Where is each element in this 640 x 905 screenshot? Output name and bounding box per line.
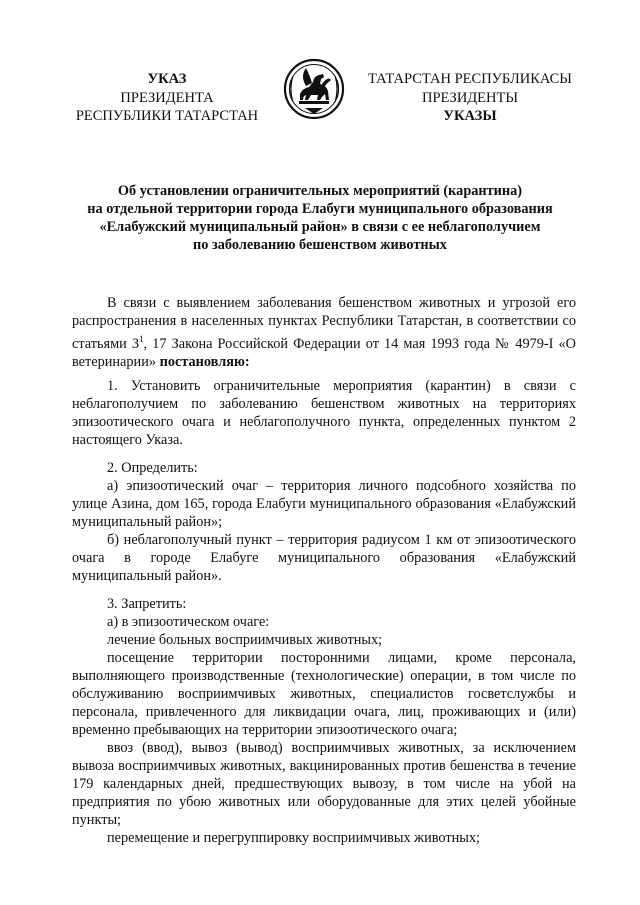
item-3-p3: ввоз (ввод), вывоз (вывод) восприимчивых животных, за исключением вывоза восприимчивых животных, вакцинированных против бешенства в течение 179 календарных дней, предшествующих вывозу, в том числе на убой на предприятия по убою животных или оборудованные для этих целей убойные пункты; (72, 740, 576, 828)
preamble-text-cont: , 17 Закона Российской Федерации от 14 мая 1993 года № 4979-I «О ветеринарии» (72, 335, 576, 370)
coat-of-arms-icon (283, 56, 345, 124)
item-2-b: б) неблагополучный пункт – территория радиусом 1 км от эпизоотического очага в городе Елабуге муниципального образования «Елабужский муниципальный район». (72, 532, 576, 584)
article-superscript: 1 (139, 334, 144, 344)
title-line: по заболеванию бешенством животных (193, 237, 447, 253)
item-3-a: а) в эпизоотическом очаге: (107, 614, 270, 630)
header-left-decree: УКАЗ (147, 71, 187, 87)
header-left-republic: РЕСПУБЛИКИ ТАТАРСТАН (75, 108, 259, 124)
header-right-block (360, 70, 580, 126)
decree-word: постановляю: (159, 353, 250, 370)
header-left-president: ПРЕЗИДЕНТА (120, 89, 214, 106)
title-line: «Елабужский муниципальный район» в связи с ее неблагополучием (99, 219, 541, 235)
header-right-republic: ТАТАРСТАН РЕСПУБЛИКАСЫ (368, 71, 572, 87)
preamble-text: В связи с выявлением заболевания бешенством животных и угрозой его распространения в населенных пунктах Республики Татарстан, в соответствии со статьями 3 (72, 295, 576, 352)
item-3 (72, 595, 576, 847)
header-left-block (62, 70, 272, 126)
preamble-paragraph (72, 294, 576, 371)
item-2-a: а) эпизоотический очаг – территория личного подсобного хозяйства по улице Азина, дом 165, города Елабуги муниципального образования «Елабужский муниципальный район»; (72, 478, 576, 530)
header-right-decree: УКАЗЫ (443, 108, 497, 124)
preamble (72, 294, 576, 371)
title-line: Об установлении ограничительных мероприятий (карантина) (117, 183, 523, 199)
item-3-p1: лечение больных восприимчивых животных; (107, 632, 383, 648)
item-3-p2: посещение территории посторонними лицами, кроме персонала, выполняющего производственные (технологические) операции, в том числе по обслуживанию восприимчивых животных, специалистов госветслужбы и персонала, привлеченного для ликвидации очага, лиц, проживающих и (или) временно пребывающих на территории эпизоотического очага; (72, 650, 576, 738)
header-right-president: ПРЕЗИДЕНТЫ (421, 89, 519, 106)
item-2-heading: 2. Определить: (107, 460, 198, 476)
item-1-text: 1. Установить ограничительные мероприятия (карантин) в связи с неблагополучием по заболеванию бешенством животных на территориях эпизоотического очага и неблагополучного пункта, определенных пунктом 2 настоящего Указа. (72, 378, 576, 448)
item-2 (72, 459, 576, 585)
item-3-p4: перемещение и перегруппировку восприимчивых животных; (107, 830, 480, 846)
item-3-heading: 3. Запретить: (107, 596, 187, 612)
item-1 (72, 377, 576, 449)
title-line: на отдельной территории города Елабуги муниципального образования (87, 201, 553, 217)
document-title (60, 182, 580, 254)
